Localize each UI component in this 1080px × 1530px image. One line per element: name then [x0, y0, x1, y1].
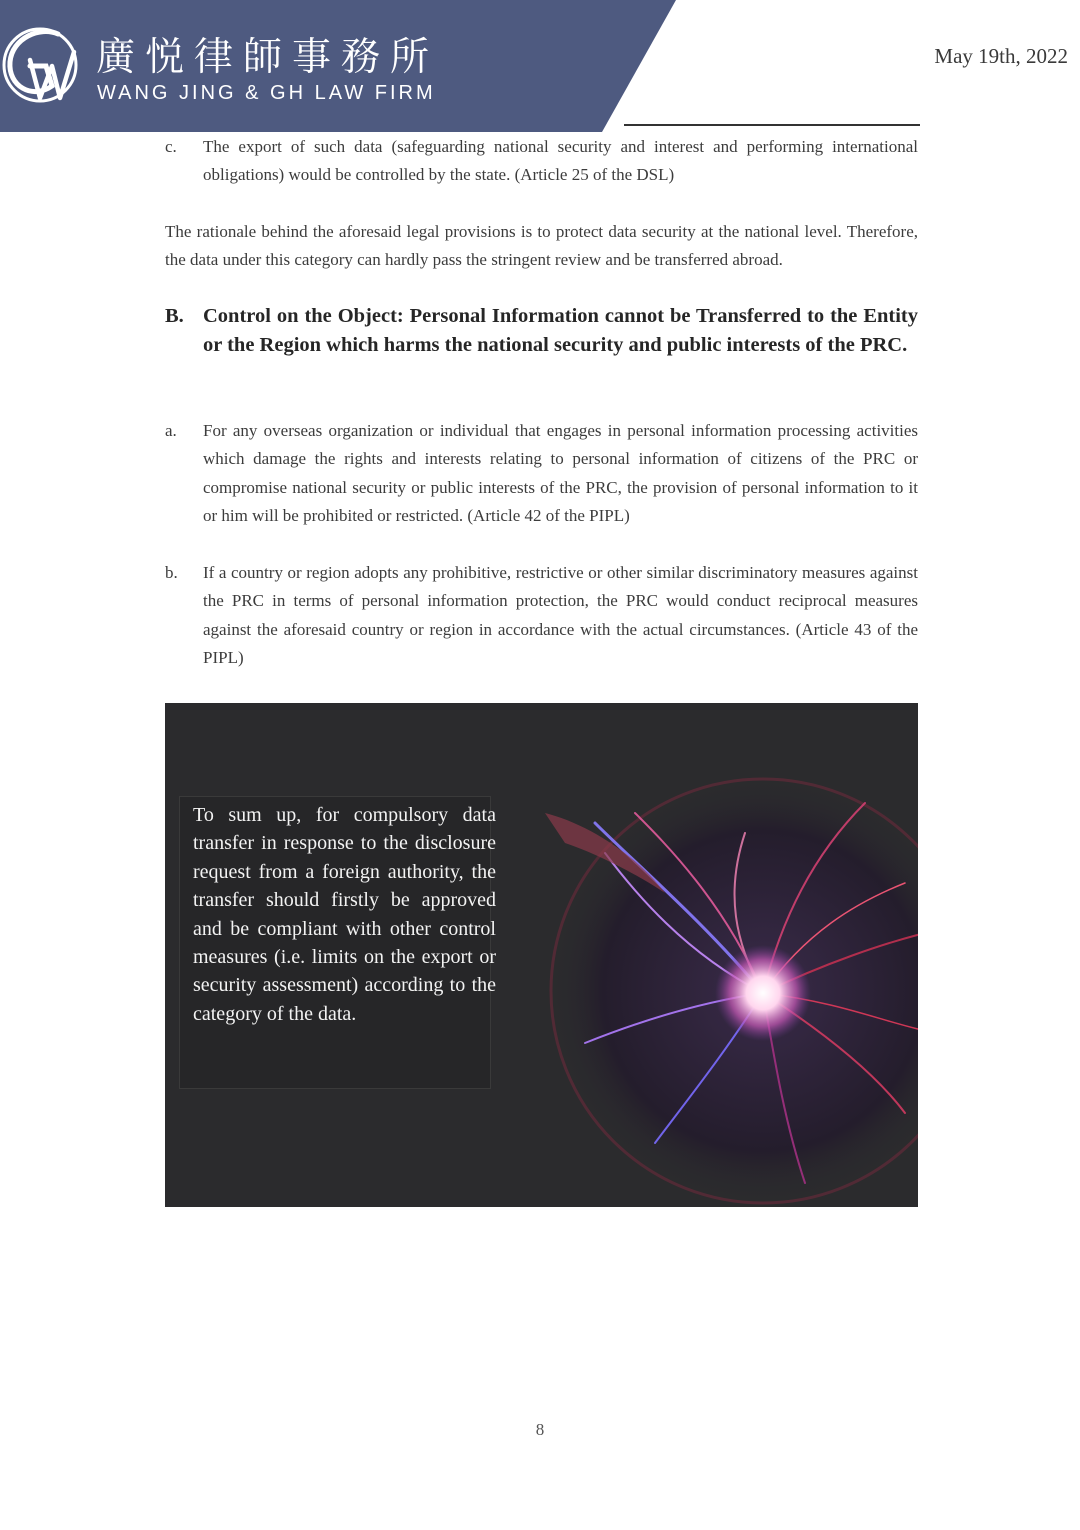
list-item-text: The export of such data (safeguarding national security and interest and performing international obligations) would be controlled by the state. (Article 25 of the DSL) — [203, 137, 918, 185]
section-marker: B. — [165, 305, 184, 327]
document-date: May 19th, 2022 — [934, 44, 1068, 68]
summary-text: To sum up, for compulsory data transfer in response to the disclosure request from a foreign authority, the transfer should firstly be approved and be compliant with other control measures (i.e. limits on the export or security assessment) according to the category of the data. — [193, 804, 496, 1025]
firm-name-english: WANG JING & GH LAW FIRM — [97, 82, 436, 104]
list-item-a — [165, 417, 918, 530]
firm-name-chinese: 廣悦律師事務所 — [96, 35, 440, 80]
page-number: 8 — [535, 1420, 545, 1439]
list-marker: a. — [165, 421, 177, 440]
list-item-text: For any overseas organization or individual that engages in personal information processing activities which damage the rights and interests relating to personal information of citizens of the PRC or compromise national security or public interests of the PRC, the provision of personal information to it or him will be prohibited or restricted. (Article 42 of the PIPL) — [203, 421, 918, 525]
list-marker: c. — [165, 137, 177, 156]
header-divider — [624, 124, 920, 126]
list-item-text: If a country or region adopts any prohibitive, restrictive or other similar discriminatory measures against the PRC in terms of personal information protection, the PRC would conduct reciprocal measures against the aforesaid country or region in accordance with the actual circumstances. (Article 43 of the PIPL) — [203, 563, 918, 667]
section-heading-text: Control on the Object: Personal Information cannot be Transferred to the Entity or the Region which harms the national security and public interests of the PRC. — [203, 305, 918, 356]
rationale-paragraph: The rationale behind the aforesaid legal provisions is to protect data security at the national level. Therefore, the data under this category can hardly pass the stringent review and be transferred abroad. — [165, 222, 918, 270]
list-item-b — [165, 559, 918, 672]
summary-image-panel — [165, 703, 918, 1207]
list-item-c — [165, 133, 918, 190]
summary-callout — [179, 796, 496, 1089]
section-heading-b — [165, 302, 918, 359]
list-marker: b. — [165, 563, 178, 582]
